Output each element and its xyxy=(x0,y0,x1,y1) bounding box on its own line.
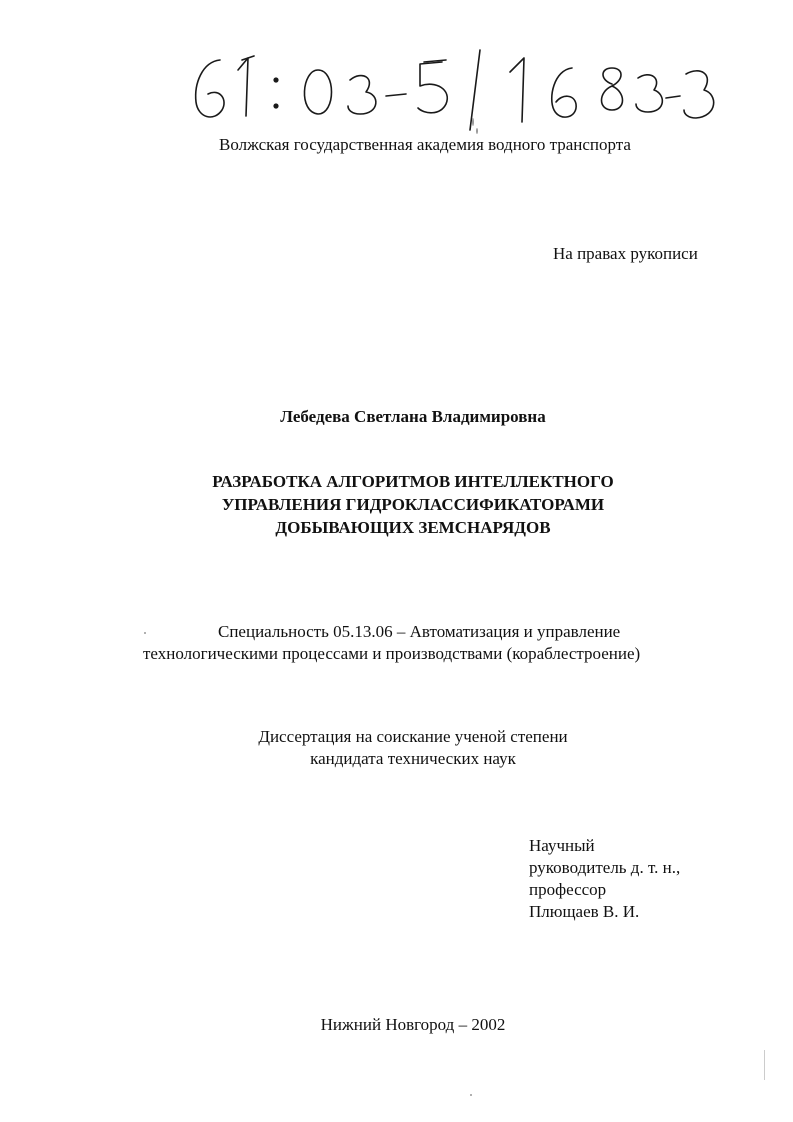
rights-notice: На правах рукописи xyxy=(553,244,698,263)
specialty-line: технологическими процессами и производствами (кораблестроение) xyxy=(143,644,641,663)
dissertation-title xyxy=(0,470,793,539)
degree-line: кандидата технических наук xyxy=(310,749,516,768)
supervisor-line: профессор xyxy=(529,880,607,899)
institution-name: Волжская государственная академия водного транспорта xyxy=(219,135,631,154)
supervisor-line: руководитель д. т. н., xyxy=(529,858,681,877)
scientific-supervisor xyxy=(529,835,680,923)
scan-speck xyxy=(764,1050,765,1080)
author-name: Лебедева Светлана Владимировна xyxy=(280,407,546,426)
supervisor-line: Плющаев В. И. xyxy=(529,902,640,921)
scan-speck xyxy=(470,1094,472,1096)
title-line: УПРАВЛЕНИЯ ГИДРОКЛАССИФИКАТОРАМИ xyxy=(221,495,605,514)
scan-speck xyxy=(472,118,474,126)
degree-statement xyxy=(0,726,793,770)
supervisor-line: Научный xyxy=(529,836,595,855)
handwritten-archive-code xyxy=(180,40,720,140)
scan-speck xyxy=(476,128,478,134)
city-year: Нижний Новгород – 2002 xyxy=(320,1015,506,1034)
title-line: ДОБЫВАЮЩИХ ЗЕМСНАРЯДОВ xyxy=(275,518,551,537)
specialty-line: Специальность 05.13.06 – Автоматизация и управление xyxy=(218,622,621,641)
scan-speck xyxy=(144,632,146,634)
title-line: РАЗРАБОТКА АЛГОРИТМОВ ИНТЕЛЛЕКТНОГО xyxy=(212,472,614,491)
degree-line: Диссертация на соискание ученой степени xyxy=(258,727,568,746)
